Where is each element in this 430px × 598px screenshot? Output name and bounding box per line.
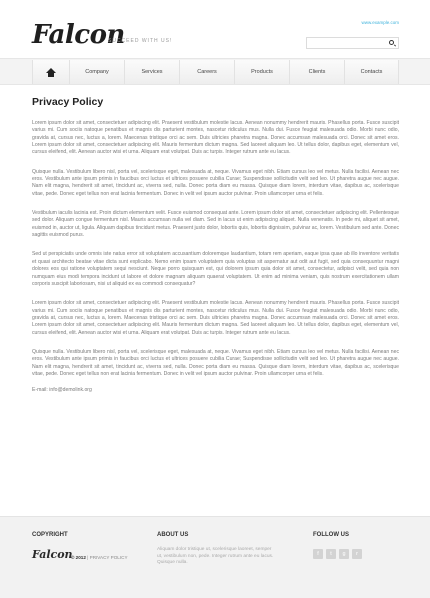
contact-email[interactable]: E-mail: info@demolink.org xyxy=(32,387,92,394)
copyright-text xyxy=(71,555,128,560)
page-title: Privacy Policy xyxy=(32,96,104,108)
follow-heading: FOLLOW US xyxy=(313,532,349,538)
copyright-heading: COPYRIGHT xyxy=(32,532,68,538)
nav-item-products[interactable]: Products xyxy=(235,60,290,84)
facebook-icon[interactable]: f xyxy=(313,549,323,559)
logo[interactable]: Falcon xyxy=(32,20,125,50)
copyright-year: © 2012 xyxy=(71,555,86,560)
main-nav xyxy=(32,60,399,84)
search-input[interactable] xyxy=(306,37,399,49)
google-plus-icon[interactable]: g xyxy=(339,549,349,559)
nav-item-company[interactable]: Company xyxy=(70,60,125,84)
twitter-icon[interactable]: t xyxy=(326,549,336,559)
policy-paragraph: Vestibulum iaculis lacinia est. Proin dictum elementum velit. Fusce euismod consequat ante. Lorem ipsum dolor sit amet, consectetuer adipiscing elit. Pellentesque sed dolor. Aliquam congue fermentum nisl. Mauris accumsan nulla vel diam. Sed in lacus ut enim adipiscing aliquet. Nulla venenatis. In pede mi, aliquet sit amet, euismod in, auctor ut, ligula. Aliquam dapibus tincidunt metus. Praesent justo dolor, lobortis quis, lobortis dignissim, pulvinar ac, lorem. Vestibulum sed ante. Donec sagittis euismod purus. xyxy=(32,210,399,239)
nav-item-contacts[interactable]: Contacts xyxy=(345,60,399,84)
nav-item-careers[interactable]: Careers xyxy=(180,60,235,84)
policy-paragraph: Lorem ipsum dolor sit amet, consectetuer adipiscing elit. Praesent vestibulum molestie lacus. Aenean nonummy hendrerit mauris. Phasellus porta. Fusce suscipit varius mi. Cum sociis natoque penatibus et magnis dis parturient montes, nascetur ridiculus mus. Nulla dui. Fusce feugiat malesuada odio. Morbi nunc odio, gravida at, cursus nec, luctus a, lorem. Maecenas tristique orci ac sem. Duis ultricies pharetra magna. Donec accumsan malesuada orci. Donec sit amet eros. Lorem ipsum dolor sit amet, consectetuer adipiscing elit. Mauris fermentum dictum magna. Sed laoreet aliquam leo. Ut tellus dolor, dapibus eget, elementum vel, cursus eleifend, elit. Aenean auctor wisi et urna. Aliquam erat volutpat. Duis ac turpis. Integer rutrum ante eu lacus. xyxy=(32,300,399,336)
privacy-policy-link[interactable]: | PRIVACY POLICY xyxy=(87,555,128,560)
policy-paragraph: Quisque nulla. Vestibulum libero nisl, porta vel, scelerisque eget, malesuada at, neque. Vivamus eget nibh. Etiam cursus leo vel metus. Nulla facilisi. Aenean nec eros. Vestibulum ante ipsum primis in faucibus orci luctus et ultrices posuere cubilia Curae; Suspendisse sollicitudin velit sed leo. Ut pharetra augue nec augue. Nam elit magna, hendrerit sit amet, tincidunt ac, viverra sed, nulla. Donec porta diam eu massa. Quisque diam lorem, interdum vitae, dapibus ac, scelerisque vitae, pede. Donec eget tellus non erat lacinia fermentum. Donec in velit vel ipsum auctor pulvinar. Proin ullamcorper urna et felis. xyxy=(32,168,399,197)
nav-bar xyxy=(0,58,430,85)
social-icons xyxy=(313,549,362,559)
nav-home[interactable] xyxy=(33,60,70,84)
main-content xyxy=(32,95,399,394)
about-heading: ABOUT US xyxy=(157,532,189,538)
rss-icon[interactable]: r xyxy=(352,549,362,559)
header-link[interactable]: www.example.com xyxy=(361,20,399,25)
policy-paragraph: Sed ut perspiciatis unde omnis iste natus error sit voluptatem accusantium doloremque laudantium, totam rem aperiam, eaque ipsa quae ab illo inventore veritatis et quasi architecto beatae vitae dicta sunt explicabo. Nemo enim ipsam voluptatem quia voluptas sit aspernatur aut odit aut fugit, sed quia consequuntur magni dolores eos qui ratione voluptatem sequi nesciunt. Neque porro quisquam est, qui dolorem ipsum quia dolor sit amet, consectetur, adipisci velit, sed quia non numquam eius modi tempora incidunt ut labore et dolore magnam aliquam quaerat voluptatem. Ut enim ad minima veniam, quis nostrum exercitationem ullam corporis suscipit laboriosam, nisi ut aliquid ex ea commodi consequatur? xyxy=(32,251,399,287)
tagline: SUCCEED WITH US! xyxy=(108,38,173,44)
footer xyxy=(0,516,430,598)
header xyxy=(0,0,430,58)
home-icon xyxy=(46,68,56,77)
nav-item-services[interactable]: Services xyxy=(125,60,180,84)
search-icon[interactable] xyxy=(389,40,394,45)
footer-logo[interactable]: Falcon xyxy=(32,548,73,561)
about-text: Aliquam dolor tristique ut, scelerisque laoreet, semper ut, vestibulum non, pede. Integer rutrum ante eu lacus. Quisque nulla. xyxy=(157,547,274,566)
nav-item-clients[interactable]: Clients xyxy=(290,60,345,84)
policy-paragraph: Lorem ipsum dolor sit amet, consectetuer adipiscing elit. Praesent vestibulum molestie lacus. Aenean nonummy hendrerit mauris. Phasellus porta. Fusce suscipit varius mi. Cum sociis natoque penatibus et magnis dis parturient montes, nascetur ridiculus mus. Nulla dui. Fusce feugiat malesuada odio. Morbi nunc odio, gravida at, cursus nec, luctus a, lorem. Maecenas tristique orci ac sem. Duis ultricies pharetra magna. Donec accumsan malesuada orci. Donec sit amet eros. Lorem ipsum dolor sit amet, consectetuer adipiscing elit. Mauris fermentum dictum magna. Sed laoreet aliquam leo. Ut tellus dolor, dapibus eget, elementum vel, cursus eleifend, elit. Aenean auctor wisi et urna. Aliquam erat volutpat. Duis ac turpis. Integer rutrum ante eu lacus. xyxy=(32,120,399,156)
policy-paragraph: Quisque nulla. Vestibulum libero nisl, porta vel, scelerisque eget, malesuada at, neque. Vivamus eget nibh. Etiam cursus leo vel metus. Nulla facilisi. Aenean nec eros. Vestibulum ante ipsum primis in faucibus orci luctus et ultrices posuere cubilia Curae; Suspendisse sollicitudin velit sed leo. Ut pharetra augue nec augue. Nam elit magna, hendrerit sit amet, tincidunt ac, viverra sed, nulla. Donec porta diam eu massa. Quisque diam lorem, interdum vitae, dapibus ac, scelerisque vitae, pede. Donec eget tellus non erat lacinia fermentum. Donec in velit vel ipsum auctor pulvinar. Proin ullamcorper urna et felis. xyxy=(32,348,399,377)
